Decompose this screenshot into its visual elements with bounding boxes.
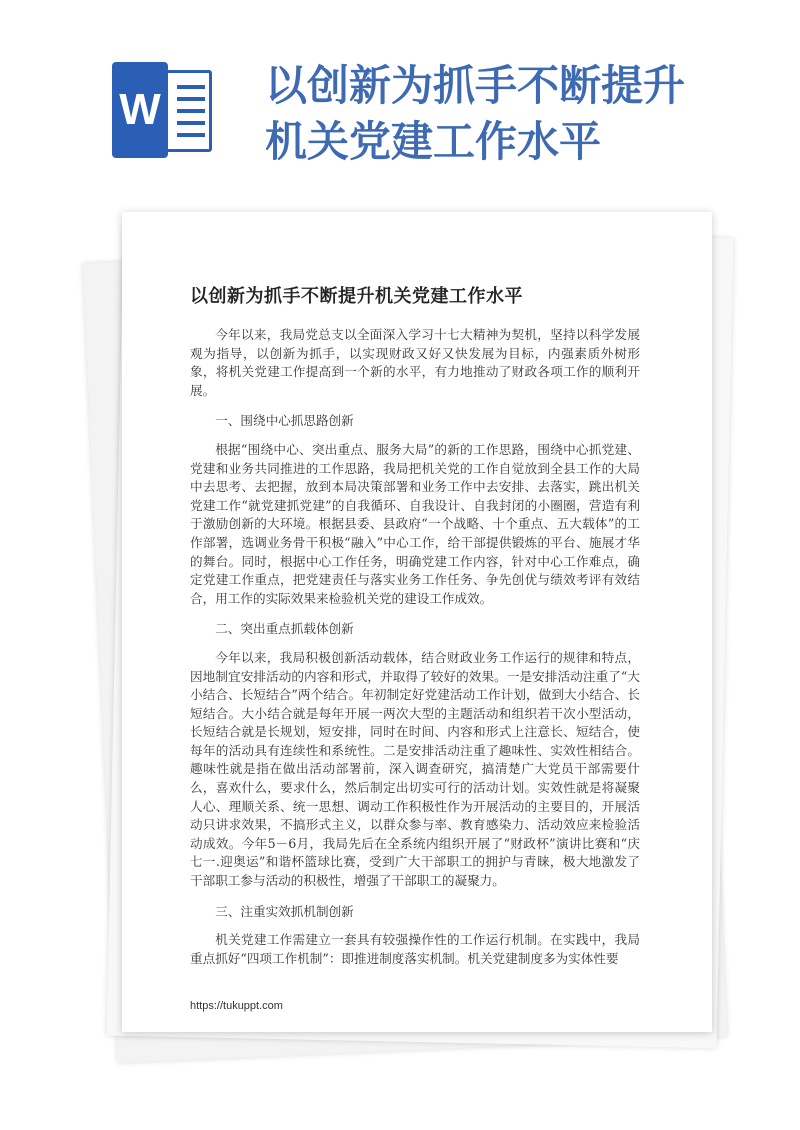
banner-title-line-1: 以创新为抓手不断提升: [265, 61, 686, 110]
intro-paragraph: 今年以来，我局党总支以全面深入学习十七大精神为契机，坚持以科学发展观为指导，以创新为抓手，以实现财政又好又快发展为目标，内强素质外树形象，将机关党建工作提高到一个新的水平，有力地推动了财政各项工作的顺利开展。: [190, 327, 640, 398]
section-3-heading: 三、注重实效抓机制创新: [215, 903, 354, 919]
banner-title-line-2: 机关党建工作水平: [265, 117, 602, 166]
banner-title: [265, 58, 745, 170]
section-1-paragraph: 根据“围绕中心、突出重点、服务大局”的新的工作思路，围绕中心抓党建、党建和业务共同推进的工作思路，我局把机关党的工作自觉放到全县工作的大局中去思考、去把握，放到本局决策部署和业务工作中去安排、去落实，跳出机关党建工作“就党建抓党建”的自我循环、自我设计、自我封闭的小圈圈，营造有利于激励创新的大环境。根据县委、县政府“一个战略、十个重点、五大载体”的工作部署，选调业务骨干积极“融入”中心工作，给干部提供锻炼的平台、施展才华的舞台。同时，根据中心工作任务，明确党建工作内容，针对中心工作难点，确定党建工作重点，把党建责任与落实业务工作任务、争先创优与绩效考评有效结合，用工作的实际效果来检验机关党的建设工作成效。: [190, 441, 640, 606]
section-1-heading: 一、围绕中心抓思路创新: [215, 413, 354, 429]
document-title: 以创新为抓手不断提升机关党建工作水平: [190, 286, 523, 307]
section-2-paragraph: 今年以来，我局积极创新活动载体，结合财政业务工作运行的规律和特点，因地制宜安排活动的内容和形式，并取得了较好的效果。一是安排活动注重了“大小结合、长短结合”两个结合。年初制定好党建活动工作计划，做到大小结合、长短结合。大小结合就是每年开展一两次大型的主题活动和组织若干次小型活动，长短结合就是长规划，短安排，同时在时间、内容和形式上注意长、短结合，使每年的活动具有连续性和系统性。二是安排活动注重了趣味性、实效性相结合。趣味性就是指在做出活动部署前，深入调查研究，搞清楚广大党员干部需要什么，喜欢什么，要求什么，然后制定出切实可行的活动计划。实效性就是将凝聚人心、理顺关系、统一思想、调动工作积极性作为开展活动的主要目的，开展活动只讲求效果，不搞形式主义，以群众参与率、教育感染力、活动效应来检验活动成效。今年5－6月，我局先后在全系统内组织开展了“财政杯”演讲比赛和“庆七一.迎奥运”和谐杯篮球比赛，受到广大干部职工的拥护与青睐，极大地激发了干部职工参与活动的积极性，增强了干部职工的凝聚力。: [190, 649, 640, 889]
banner: [0, 0, 800, 200]
word-document-icon: [112, 62, 216, 158]
footer-url: https://tukuppt.com: [190, 1000, 283, 1012]
word-w-badge: W: [112, 62, 168, 158]
section-2-heading: 二、突出重点抓载体创新: [215, 621, 354, 637]
document-body: [190, 326, 640, 968]
section-3-paragraph: 机关党建工作需建立一套具有较强操作性的工作运行机制。在实践中，我局重点抓好“四项工作机制”：即推进制度落实机制。机关党建制度多为实体性要: [190, 932, 640, 966]
